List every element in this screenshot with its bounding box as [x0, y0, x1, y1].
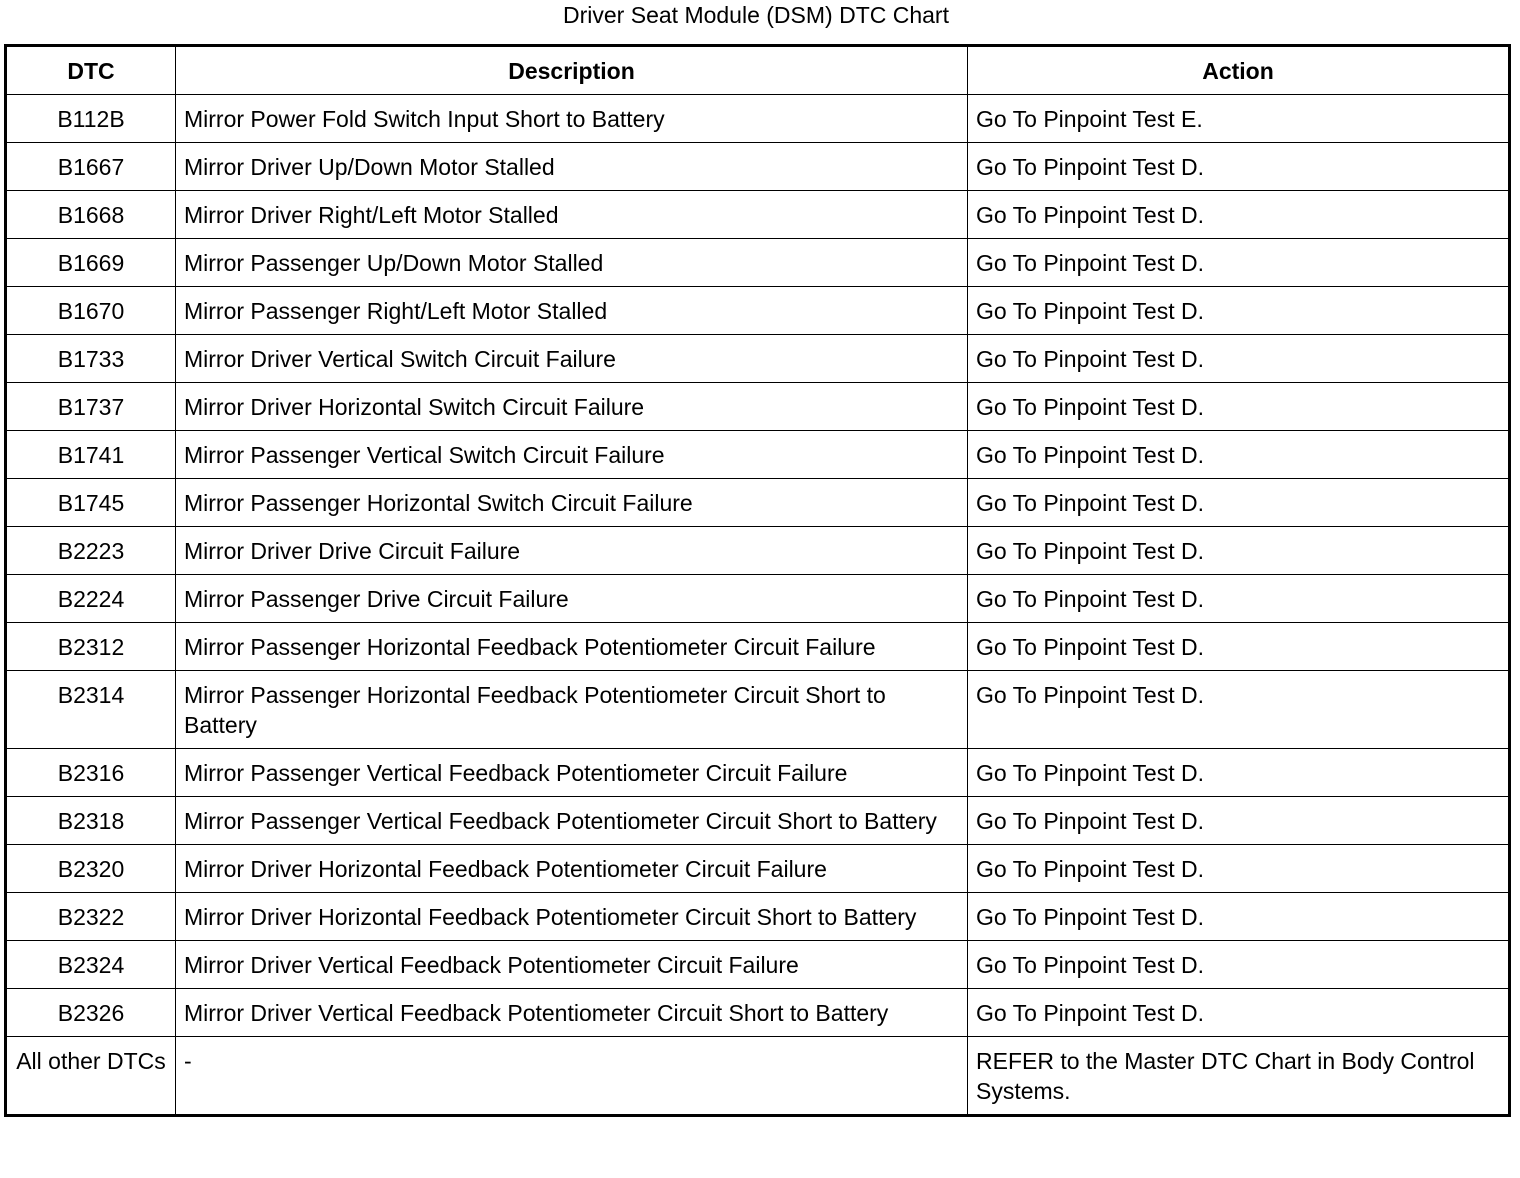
table-row — [6, 335, 1510, 383]
dtc-cell: B1733 — [6, 335, 176, 383]
action-cell: Go To Pinpoint Test D. — [968, 143, 1510, 191]
action-cell: Go To Pinpoint Test D. — [968, 941, 1510, 989]
description-cell: Mirror Driver Right/Left Motor Stalled — [176, 191, 968, 239]
description-cell: Mirror Passenger Vertical Feedback Potentiometer Circuit Failure — [176, 749, 968, 797]
action-cell: Go To Pinpoint Test D. — [968, 989, 1510, 1037]
column-header-dtc: DTC — [6, 46, 176, 95]
description-cell: - — [176, 1037, 968, 1116]
dtc-cell: B1669 — [6, 239, 176, 287]
description-cell: Mirror Driver Vertical Feedback Potentiometer Circuit Failure — [176, 941, 968, 989]
action-cell: Go To Pinpoint Test D. — [968, 845, 1510, 893]
description-cell: Mirror Passenger Horizontal Switch Circuit Failure — [176, 479, 968, 527]
dtc-cell: B2318 — [6, 797, 176, 845]
dtc-cell: All other DTCs — [6, 1037, 176, 1116]
dtc-cell: B1668 — [6, 191, 176, 239]
table-row — [6, 287, 1510, 335]
table-row — [6, 527, 1510, 575]
table-row — [6, 893, 1510, 941]
action-cell: Go To Pinpoint Test D. — [968, 575, 1510, 623]
description-cell: Mirror Passenger Up/Down Motor Stalled — [176, 239, 968, 287]
action-cell: Go To Pinpoint Test D. — [968, 191, 1510, 239]
action-cell: Go To Pinpoint Test E. — [968, 95, 1510, 143]
table-row — [6, 623, 1510, 671]
description-cell: Mirror Passenger Drive Circuit Failure — [176, 575, 968, 623]
action-cell: Go To Pinpoint Test D. — [968, 527, 1510, 575]
description-cell: Mirror Passenger Vertical Switch Circuit Failure — [176, 431, 968, 479]
table-row — [6, 479, 1510, 527]
action-cell: Go To Pinpoint Test D. — [968, 479, 1510, 527]
dtc-cell: B1737 — [6, 383, 176, 431]
table-row — [6, 1037, 1510, 1116]
action-cell: Go To Pinpoint Test D. — [968, 797, 1510, 845]
dtc-cell: B2320 — [6, 845, 176, 893]
action-cell: Go To Pinpoint Test D. — [968, 893, 1510, 941]
description-cell: Mirror Driver Vertical Switch Circuit Failure — [176, 335, 968, 383]
action-cell: Go To Pinpoint Test D. — [968, 431, 1510, 479]
dtc-cell: B1670 — [6, 287, 176, 335]
dtc-cell: B2312 — [6, 623, 176, 671]
description-cell: Mirror Driver Horizontal Switch Circuit Failure — [176, 383, 968, 431]
page-title: Driver Seat Module (DSM) DTC Chart — [563, 2, 949, 28]
dtc-cell: B112B — [6, 95, 176, 143]
dtc-table — [4, 44, 1511, 1117]
table-row — [6, 989, 1510, 1037]
action-cell: Go To Pinpoint Test D. — [968, 335, 1510, 383]
description-cell: Mirror Driver Horizontal Feedback Potentiometer Circuit Failure — [176, 845, 968, 893]
action-cell: Go To Pinpoint Test D. — [968, 749, 1510, 797]
dtc-cell: B2322 — [6, 893, 176, 941]
description-cell: Mirror Driver Horizontal Feedback Potentiometer Circuit Short to Battery — [176, 893, 968, 941]
dtc-cell: B2224 — [6, 575, 176, 623]
table-row — [6, 95, 1510, 143]
description-cell: Mirror Driver Vertical Feedback Potentiometer Circuit Short to Battery — [176, 989, 968, 1037]
action-cell: Go To Pinpoint Test D. — [968, 623, 1510, 671]
table-row — [6, 845, 1510, 893]
action-cell: Go To Pinpoint Test D. — [968, 383, 1510, 431]
dtc-cell: B2324 — [6, 941, 176, 989]
table-row — [6, 383, 1510, 431]
table-row — [6, 749, 1510, 797]
table-row — [6, 797, 1510, 845]
table-row — [6, 671, 1510, 749]
action-cell: REFER to the Master DTC Chart in Body Control Systems. — [968, 1037, 1510, 1116]
table-row — [6, 239, 1510, 287]
action-cell: Go To Pinpoint Test D. — [968, 671, 1510, 749]
table-row — [6, 575, 1510, 623]
dtc-cell: B2316 — [6, 749, 176, 797]
dtc-cell: B2326 — [6, 989, 176, 1037]
description-cell: Mirror Driver Drive Circuit Failure — [176, 527, 968, 575]
description-cell: Mirror Passenger Horizontal Feedback Potentiometer Circuit Short to Battery — [176, 671, 968, 749]
action-cell: Go To Pinpoint Test D. — [968, 287, 1510, 335]
dtc-cell: B2223 — [6, 527, 176, 575]
description-cell: Mirror Passenger Vertical Feedback Potentiometer Circuit Short to Battery — [176, 797, 968, 845]
column-header-description: Description — [176, 46, 968, 95]
description-cell: Mirror Passenger Horizontal Feedback Potentiometer Circuit Failure — [176, 623, 968, 671]
dtc-cell: B1667 — [6, 143, 176, 191]
table-row — [6, 431, 1510, 479]
table-row — [6, 941, 1510, 989]
dtc-cell: B1741 — [6, 431, 176, 479]
action-cell: Go To Pinpoint Test D. — [968, 239, 1510, 287]
dtc-cell: B2314 — [6, 671, 176, 749]
column-header-action: Action — [968, 46, 1510, 95]
table-row — [6, 191, 1510, 239]
description-cell: Mirror Power Fold Switch Input Short to Battery — [176, 95, 968, 143]
description-cell: Mirror Driver Up/Down Motor Stalled — [176, 143, 968, 191]
description-cell: Mirror Passenger Right/Left Motor Stalled — [176, 287, 968, 335]
dtc-cell: B1745 — [6, 479, 176, 527]
table-row — [6, 143, 1510, 191]
table-header-row — [6, 46, 1510, 95]
